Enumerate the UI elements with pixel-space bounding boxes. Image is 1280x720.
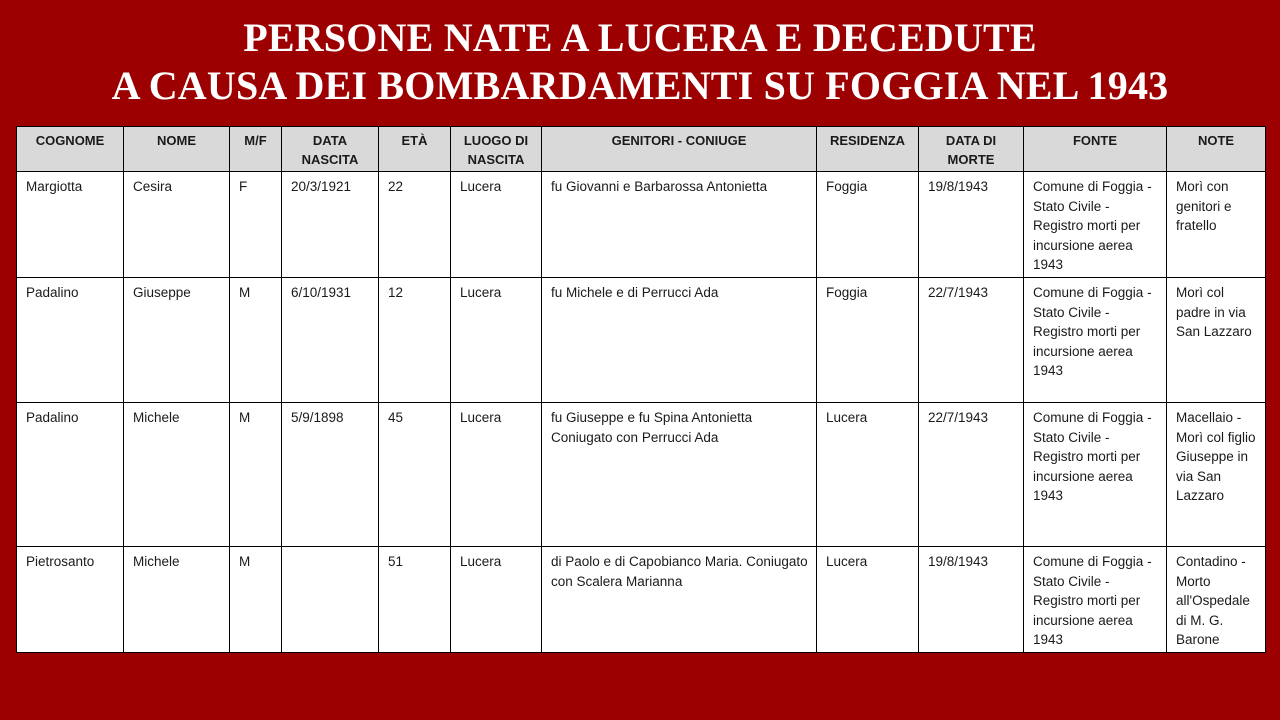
cell-nome: Giuseppe <box>124 278 230 403</box>
cell-genitori-coniuge: fu Giuseppe e fu Spina Antonietta Coniugato con Perrucci Ada <box>542 403 817 547</box>
header-data-nascita: DATA NASCITA <box>282 127 379 172</box>
cell-cognome: Pietrosanto <box>17 547 124 653</box>
cell-eta: 51 <box>379 547 451 653</box>
header-eta: ETÀ <box>379 127 451 172</box>
cell-nome: Michele <box>124 547 230 653</box>
cell-note: Macellaio - Morì col figlio Giuseppe in via San Lazzaro <box>1167 403 1266 547</box>
cell-cognome: Padalino <box>17 403 124 547</box>
cell-fonte: Comune di Foggia - Stato Civile - Registro morti per incursione aerea 1943 <box>1024 172 1167 278</box>
cell-genitori-coniuge: di Paolo e di Capobianco Maria. Coniugato con Scalera Marianna <box>542 547 817 653</box>
cell-residenza: Lucera <box>817 403 919 547</box>
cell-genitori-coniuge: fu Michele e di Perrucci Ada <box>542 278 817 403</box>
slide-title <box>0 14 1280 110</box>
title-line-1: PERSONE NATE A LUCERA E DECEDUTE <box>243 15 1037 60</box>
cell-data-morte: 19/8/1943 <box>919 547 1024 653</box>
header-residenza: RESIDENZA <box>817 127 919 172</box>
table-row <box>17 278 1266 403</box>
cell-data-morte: 19/8/1943 <box>919 172 1024 278</box>
cell-data-nascita: 20/3/1921 <box>282 172 379 278</box>
header-genitori-coniuge: GENITORI - CONIUGE <box>542 127 817 172</box>
cell-eta: 12 <box>379 278 451 403</box>
cell-fonte: Comune di Foggia - Stato Civile - Registro morti per incursione aerea 1943 <box>1024 403 1167 547</box>
header-fonte: FONTE <box>1024 127 1167 172</box>
cell-fonte: Comune di Foggia - Stato Civile - Registro morti per incursione aerea 1943 <box>1024 547 1167 653</box>
cell-data-nascita: 5/9/1898 <box>282 403 379 547</box>
header-cognome: COGNOME <box>17 127 124 172</box>
cell-luogo-nascita: Lucera <box>451 278 542 403</box>
cell-sesso: M <box>230 278 282 403</box>
cell-data-morte: 22/7/1943 <box>919 403 1024 547</box>
header-note: NOTE <box>1167 127 1266 172</box>
cell-data-nascita <box>282 547 379 653</box>
cell-residenza: Foggia <box>817 172 919 278</box>
table-header-row <box>17 127 1266 172</box>
table-row <box>17 172 1266 278</box>
cell-luogo-nascita: Lucera <box>451 172 542 278</box>
cell-sesso: F <box>230 172 282 278</box>
cell-fonte: Comune di Foggia - Stato Civile - Registro morti per incursione aerea 1943 <box>1024 278 1167 403</box>
cell-note: Contadino - Morto all'Ospedale di M. G. Barone <box>1167 547 1266 653</box>
cell-cognome: Padalino <box>17 278 124 403</box>
cell-data-nascita: 6/10/1931 <box>282 278 379 403</box>
cell-sesso: M <box>230 403 282 547</box>
cell-eta: 45 <box>379 403 451 547</box>
header-luogo-nascita: LUOGO DI NASCITA <box>451 127 542 172</box>
cell-note: Morì col padre in via San Lazzaro <box>1167 278 1266 403</box>
cell-residenza: Lucera <box>817 547 919 653</box>
table-row <box>17 547 1266 653</box>
cell-luogo-nascita: Lucera <box>451 547 542 653</box>
cell-residenza: Foggia <box>817 278 919 403</box>
header-nome: NOME <box>124 127 230 172</box>
cell-eta: 22 <box>379 172 451 278</box>
header-sesso: M/F <box>230 127 282 172</box>
cell-sesso: M <box>230 547 282 653</box>
cell-data-morte: 22/7/1943 <box>919 278 1024 403</box>
cell-genitori-coniuge: fu Giovanni e Barbarossa Antonietta <box>542 172 817 278</box>
header-data-morte: DATA DI MORTE <box>919 127 1024 172</box>
cell-note: Morì con genitori e fratello <box>1167 172 1266 278</box>
victims-table <box>16 126 1266 653</box>
cell-luogo-nascita: Lucera <box>451 403 542 547</box>
title-line-2: A CAUSA DEI BOMBARDAMENTI SU FOGGIA NEL 1943 <box>111 63 1169 108</box>
cell-cognome: Margiotta <box>17 172 124 278</box>
cell-nome: Michele <box>124 403 230 547</box>
cell-nome: Cesira <box>124 172 230 278</box>
table-row <box>17 403 1266 547</box>
